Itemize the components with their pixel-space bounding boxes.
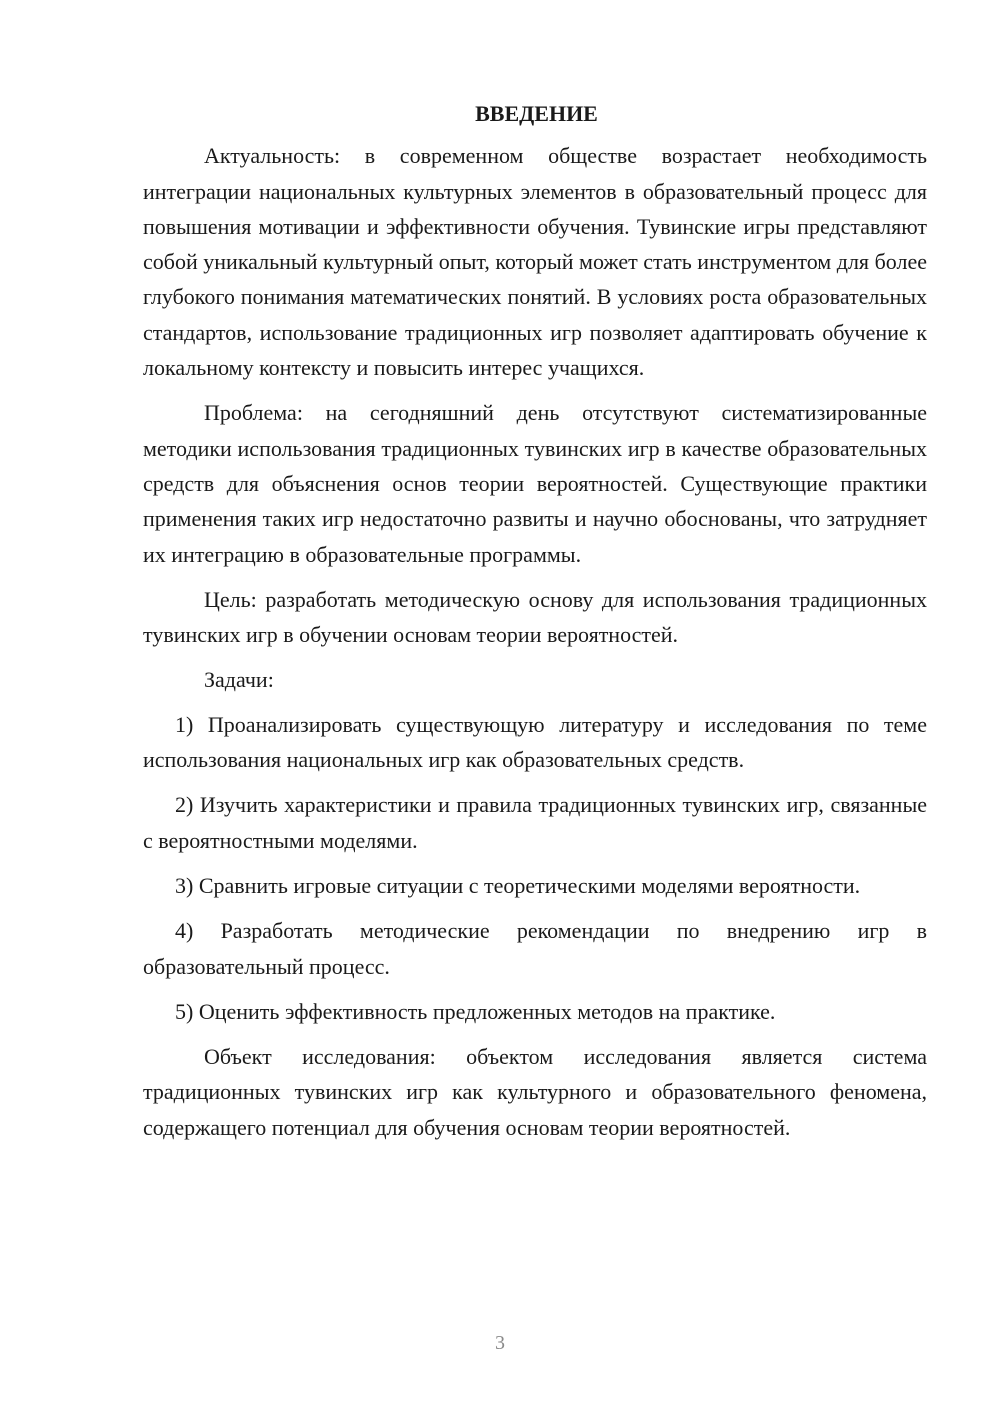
document-page: [143, 96, 927, 1155]
paragraph-problem: Проблема: на сегодняшний день отсутствуют систематизированные методики использования традиционных тувинских игр в качестве образовательных средств для объяснения основ теории вероятностей. Существующие практики применения таких игр недостаточно развиты и научно обоснованы, что затрудняет их интеграцию в образовательные программы.: [143, 400, 927, 567]
task-item: 3) Сравнить игровые ситуации с теоретическими моделями вероятности.: [175, 872, 861, 898]
section-title: ВВЕДЕНИЕ: [475, 101, 598, 126]
paragraph-relevance: Актуальность: в современном обществе возрастает необходимость интеграции национальных культурных элементов в образовательный процесс для повышения мотивации и эффективности обучения. Тувинские игры представляют собой уникальный культурный опыт, который может стать инструментом для более глубокого понимания математических понятий. В условиях роста образовательных стандартов, использование традиционных игр позволяет адаптировать обучение к локальному контексту и повысить интерес учащихся.: [143, 143, 927, 381]
task-item: 5) Оценить эффективность предложенных методов на практике.: [175, 998, 776, 1024]
tasks-heading: Задачи:: [204, 667, 274, 693]
task-item: 1) Проанализировать существующую литературу и исследования по теме использования национальных игр как образовательных средств.: [143, 711, 927, 773]
task-item: 4) Разработать методические рекомендации по внедрению игр в образовательный процесс.: [143, 918, 927, 979]
page-number: 3: [495, 1332, 505, 1354]
paragraph-goal: Цель: разработать методическую основу для использования традиционных тувинских игр в обучении основам теории вероятностей.: [143, 586, 927, 648]
task-item: 2) Изучить характеристики и правила традиционных тувинских игр, связанные с вероятностными моделями.: [143, 792, 927, 853]
tasks-list: [143, 707, 927, 1029]
paragraph-object: Объект исследования: объектом исследования является система традиционных тувинских игр как культурного и образовательного феномена, содержащего потенциал для обучения основам теории вероятностей.: [143, 1044, 927, 1140]
